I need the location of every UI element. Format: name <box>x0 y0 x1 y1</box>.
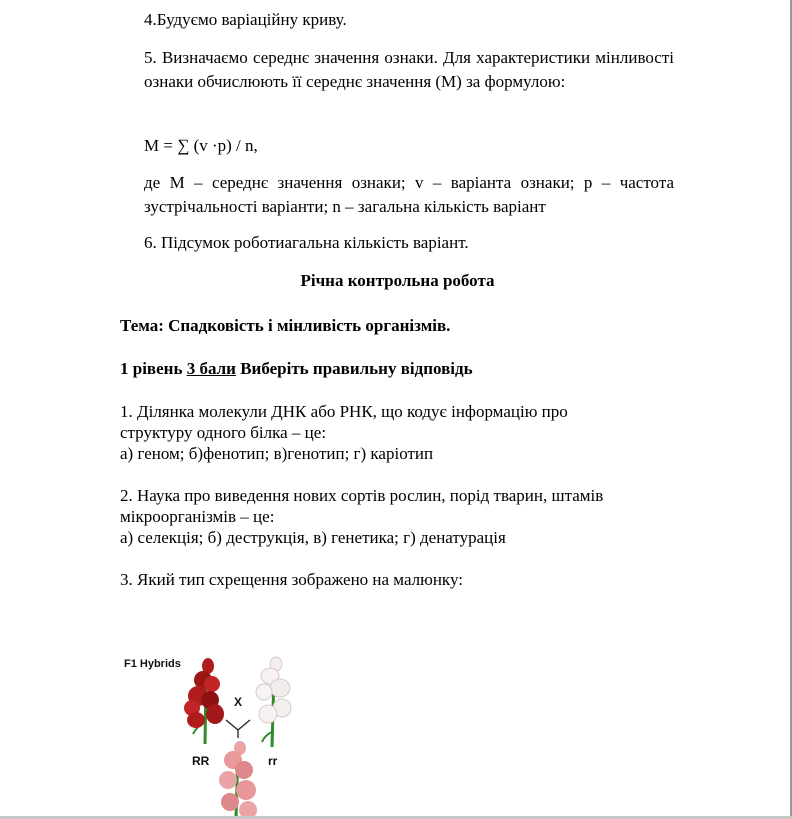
question-1-line-1: 1. Ділянка молекули ДНК або РНК, що кодує інформацію про <box>120 402 568 421</box>
level-instruction: Виберіть правильну відповідь <box>235 359 473 378</box>
genotype-rr-dominant: RR <box>192 754 210 768</box>
genotype-rr-recessive: rr <box>268 754 278 768</box>
cross-symbol: X <box>234 695 243 709</box>
red-flower-icon <box>184 658 224 744</box>
step-5-text: 5. Визначаємо середнє значення ознаки. Для характеристики мінливості ознаки обчислюють її середнє значення (М) за формулою: <box>144 48 674 91</box>
flower-illustration <box>120 652 305 819</box>
question-2-line-1: 2. Наука про виведення нових сортів рослин, порід тварин, штамів <box>120 486 604 505</box>
step-4-text: 4.Будуємо варіаційну криву. <box>144 10 347 29</box>
figure-caption: F1 Hybrids <box>124 658 181 670</box>
question-1-line-2: структуру одного білка – це: <box>120 423 327 442</box>
level-prefix: 1 рівень <box>120 359 187 378</box>
question-1-answers: а) геном; б)фенотип; в)генотип; г) каріотип <box>120 444 434 463</box>
white-flower-icon <box>256 657 291 747</box>
cross-diagram <box>120 652 305 819</box>
question-2-line-2: мікроорганізмів – це: <box>120 507 275 526</box>
pink-flower-icon <box>219 741 257 819</box>
question-3-line-1: 3. Який тип схрещення зображено на малюнку: <box>120 570 463 589</box>
exam-title: Річна контрольна робота <box>300 271 495 290</box>
cross-arrows-icon <box>226 720 250 738</box>
exam-topic: Тема: Спадковість і мінливість організмів. <box>120 316 451 335</box>
step-6-text: 6. Підсумок роботиагальна кількість варіант. <box>144 233 469 252</box>
question-2-answers: а) селекція; б) деструкція, в) генетика; г) денатурація <box>120 528 506 547</box>
level-heading <box>120 357 473 381</box>
formula-legend-text: де М – середнє значення ознаки; v – варіанта ознаки; p – частота зустрічальності варіанти; n – загальна кількість варіант <box>144 173 674 216</box>
level-points: 3 бали <box>186 359 236 378</box>
formula-text: М = ∑ (v ·p) / n, <box>144 136 258 155</box>
